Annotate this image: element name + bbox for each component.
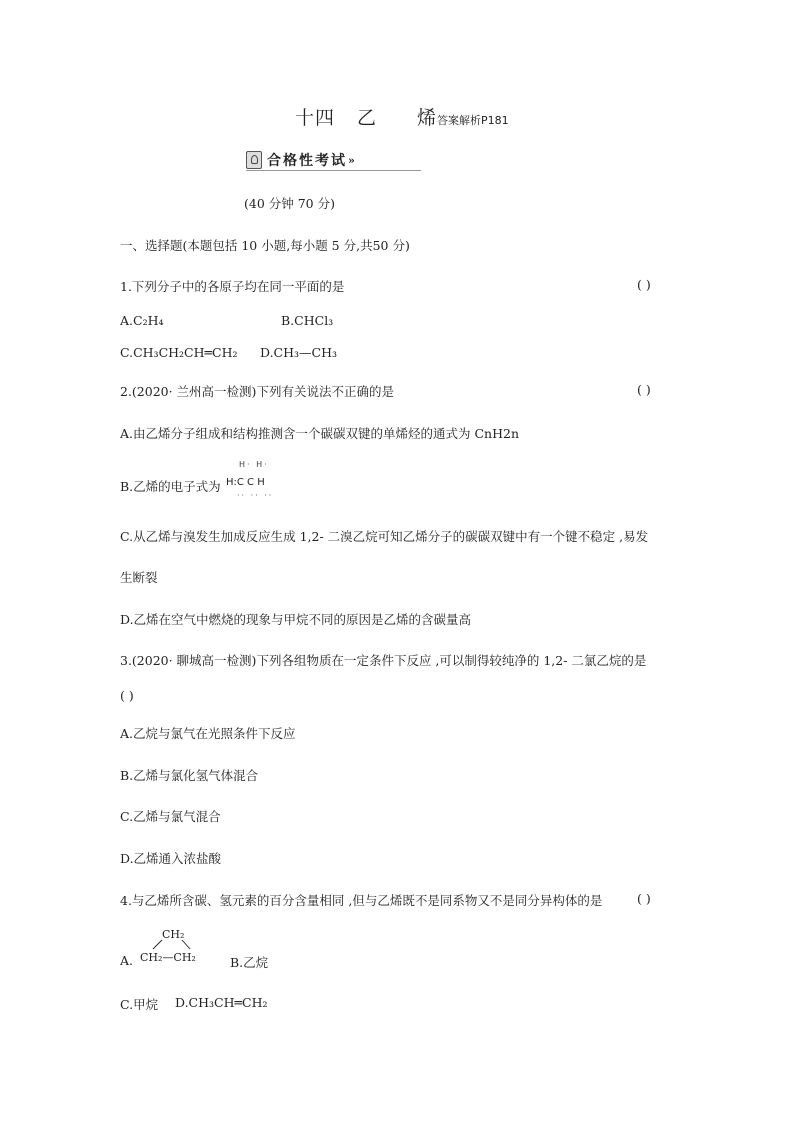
time-info: (40 分钟 70 分) [244,196,335,211]
question-3-option-a: A.乙烷与氯气在光照条件下反应 [120,726,296,741]
question-1-option-a: A.C₂H₄ [120,313,164,328]
question-3-option-b: B.乙烯与氯化氢气体混合 [120,768,259,783]
question-2-option-c-line2: 生断裂 [120,570,158,585]
question-4-option-c: C.甲烷 [120,997,159,1012]
question-3-stem: 3.(2020· 聊城高一检测)下列各组物质在一定条件下反应 ,可以制得较纯净的 1,2- 二氯乙烷的是 [120,653,647,668]
question-1-answer-paren: ( ) [637,277,651,292]
title-char-b: 烯 [417,107,438,129]
part-heading: 一、选择题(本题包括 10 小题,每小题 5 分,共50 分) [120,238,410,253]
question-2-option-a: A.由乙烯分子组成和结构推测含一个碳碳双键的单烯烃的通式为 CnH2n [120,426,519,441]
cyclopropane-structure [140,926,210,971]
question-3-answer-paren: ( ) [120,688,134,703]
lewis-formula: H:C C H [226,477,265,488]
question-2-answer-paren: ( ) [637,382,651,397]
cyclopropane-top-group: CH₂ [162,928,185,941]
title-char-a: 乙 [357,107,378,129]
question-4-stem: 4.与乙烯所含碳、氢元素的百分含量相同 ,但与乙烯既不是同系物又不是同分异构体的是 [120,893,603,908]
question-1-option-b: B.CHCl₃ [281,313,334,328]
lewis-bottom-dots: ·· ·· ·· [237,491,274,500]
ethylene-electron-formula [226,460,276,500]
page-title [295,103,509,130]
lightbulb-icon [246,151,262,169]
title-number: 十四 [295,107,336,129]
question-2-stem: 2.(2020· 兰州高一检测)下列有关说法不正确的是 [120,384,394,399]
question-2-option-b: B.乙烯的电子式为 [120,479,221,494]
section-divider [246,170,421,171]
question-1-stem: 1.下列分子中的各原子均在同一平面的是 [120,279,345,294]
section-badge-label: 合格性考试 [267,153,347,169]
question-2-option-c-line1: C.从乙烯与溴发生加成反应生成 1,2- 二溴乙烷可知乙烯分子的碳碳双键中有一个键不稳定 ,易发 [120,529,649,544]
lewis-top-dots: H· H· [239,460,269,469]
question-1-option-d: D.CH₃—CH₃ [260,345,338,360]
question-1-option-c: C.CH₃CH₂CH═CH₂ [120,345,238,360]
cyclopropane-bottom-groups: CH₂—CH₂ [140,951,196,964]
answer-reference: 答案解析P181 [437,114,509,127]
question-3-option-d: D.乙烯通入浓盐酸 [120,851,222,866]
question-2-option-d: D.乙烯在空气中燃烧的现象与甲烷不同的原因是乙烯的含碳量高 [120,612,472,627]
question-4-answer-paren: ( ) [637,891,651,906]
question-4-option-d: D.CH₃CH═CH₂ [175,995,268,1010]
question-4-option-a-label: A. [120,953,134,968]
chevron-right-icon: » [348,153,355,167]
question-3-option-c: C.乙烯与氯气混合 [120,809,221,824]
cyclopropane-bonds [140,926,210,971]
section-badge [246,150,355,170]
question-4-option-b: B.乙烷 [230,955,269,970]
